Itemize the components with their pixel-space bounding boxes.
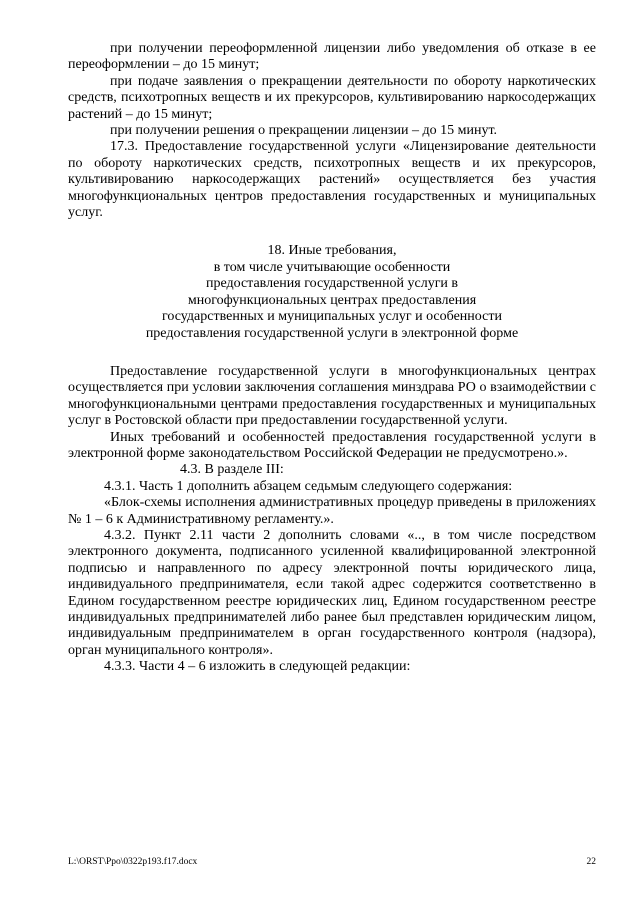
paragraph-17-3: 17.3. Предоставление государственной услуги «Лицензирование деятельности по обороту наркотических средств, психотропных веществ и их прекурсоров, культивированию наркосодержащих растений» осуществляется без участия многофункциональных центров предоставления государственных и муниципальных услуг. (68, 139, 596, 221)
section-title-line: многофункциональных центрах предоставления (187, 292, 477, 308)
section-title-line: государственных и муниципальных услуг и особенности (162, 309, 502, 325)
section-title-line: предоставления государственной услуги в (205, 276, 459, 292)
paragraph-termination-application: при подаче заявления о прекращении деятельности по обороту наркотических средств, психотропных веществ и их прекурсоров, культивированию наркосодержащих растений – до 15 минут; (68, 73, 596, 122)
paragraph-termination-decision: при получении решения о прекращении лицензии – до 15 минут. (110, 123, 498, 139)
paragraph-4-3-3: 4.3.3. Части 4 – 6 изложить в следующей редакции: (104, 659, 411, 675)
paragraph-no-other-requirements: Иных требований и особенностей предоставления государственной услуги в электронной форме законодательством Российской Федерации не предусмотрено.». (68, 429, 596, 461)
section-title-line: предоставления государственной услуги в электронной форме (145, 325, 519, 341)
section-title-line: в том числе учитывающие особенности (213, 259, 451, 275)
paragraph-mfc-agreement: Предоставление государственной услуги в многофункциональных центрах осуществляется при условии заключения соглашения минздрава РО о взаимодействии с многофункциональными центрами предоставления государственных и муниципальных услуг в Ростовской области при предоставлении государственной услуги. (68, 363, 596, 429)
paragraph-reissue: при получении переоформленной лицензии либо уведомления об отказе в ее переоформлении – до 15 минут; (68, 41, 596, 73)
document-body (68, 41, 596, 676)
paragraph-4-3: 4.3. В разделе III: (180, 462, 284, 478)
section-18-title (68, 243, 596, 341)
file-path: L:\ORST\Ppo\0322p193.f17.docx (68, 857, 198, 867)
paragraph-4-3-1: 4.3.1. Часть 1 дополнить абзацем седьмым следующего содержания: (104, 478, 513, 494)
page-number: 22 (586, 857, 596, 867)
section-title-line: 18. Иные требования, (267, 243, 397, 259)
paragraph-4-3-2: 4.3.2. Пункт 2.11 части 2 дополнить словами «.., в том числе посредством электронного документа, подписанного усиленной квалифицированной электронной подписью и направленного по адресу электронной почты юридического лица, индивидуального предпринимателя, если такой адрес содержится соответственно в Едином государственном реестре юридических лиц, Едином государственном реестре индивидуальных предпринимателей либо ранее был представлен юридическим лицом, индивидуальным предпринимателем в орган государственного контроля (надзора), орган муниципального контроля». (68, 527, 596, 658)
paragraph-flowcharts-quote: «Блок-схемы исполнения административных процедур приведены в приложениях № 1 – 6 к Административному регламенту.». (68, 495, 596, 527)
